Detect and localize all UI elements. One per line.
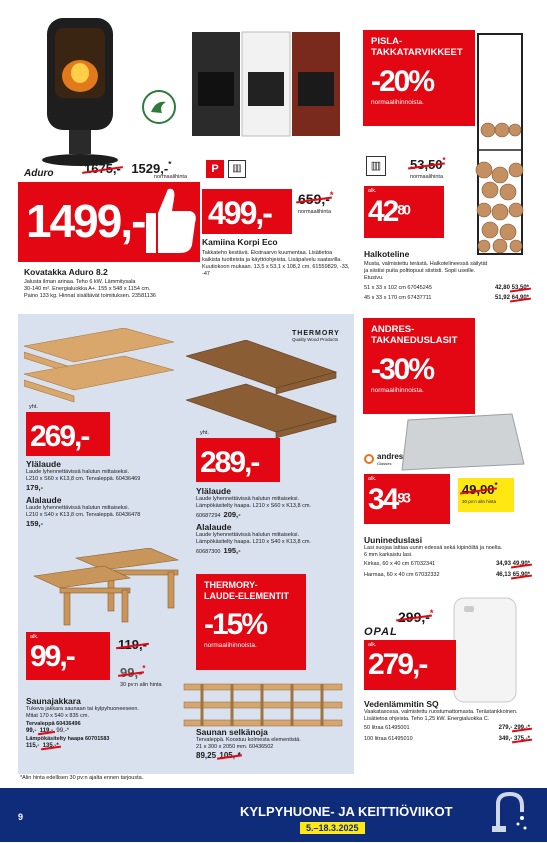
price-box: alk. $34^{93}$ xyxy=(364,474,450,524)
fireplace-icon: ▥ xyxy=(228,160,246,178)
page-number: 9 xyxy=(18,812,24,822)
desc-line: 6 mm karkaistu lasi. xyxy=(364,552,413,559)
product-title: Uunineduslasi xyxy=(364,535,423,545)
price-row: 89,25 105,-* xyxy=(196,751,241,761)
old-price: 99,- xyxy=(120,665,143,681)
price-row: 99,- 119,- 99,-* xyxy=(26,727,70,734)
price-row: Harmaa, 60 x 40 cm 67032332 46,13 65,90* xyxy=(364,571,530,579)
desc-line: kaikista tuotteista ja käyttöohjeista. Lisäpalvelu saatavilla. xyxy=(202,256,342,263)
discount-callout: THERMORY- LAUDE-ELEMENTIT -15% normaalihinnoista. xyxy=(196,574,306,670)
price-row: 100 litraa 61495010 349,- 375,-* xyxy=(364,735,530,743)
price-row: 115,- 135,-* xyxy=(26,742,59,749)
product-title: Ylälaude xyxy=(196,486,231,496)
price-box: alk. 99,- xyxy=(26,632,110,680)
product-title: Saunan selkänoja xyxy=(196,727,268,737)
price-box: alk. $42^{80}$ xyxy=(364,186,444,238)
glass-plate-image xyxy=(400,412,526,472)
desc-line: Tervaleppä. Koostuu kolmesta elementistä. xyxy=(196,737,301,744)
swan-ecolabel-icon xyxy=(142,90,176,124)
desc-line: Paino 133 kg. Hinnat sisältävät toimituksen. 23581136 xyxy=(24,292,156,299)
desc-line: Lisätietoa ohjeista. Teho 1,25 kW. Energialuokka C. xyxy=(364,716,490,723)
product-title: Saunajakkara xyxy=(26,696,81,706)
product-title: Halkoteline xyxy=(364,249,410,259)
desc-line: Laude lyhennettävissä halutun mittaiseksi. xyxy=(196,496,300,503)
desc-line: Jalusta ilman arinaa. Teho 6 kW. Lämmitysala xyxy=(24,279,136,285)
price-row: 50 litraa 61495001 279,- 299,-* xyxy=(364,724,530,732)
campaign-title: KYLPYHUONE- JA KEITTIÖVIIKOT xyxy=(240,804,453,819)
stool-image xyxy=(30,548,180,628)
desc-line: Vaakatasossa, valmistettu ruostumattomasta. Terästankkoinen. xyxy=(364,709,518,716)
fireplace-icon: ▥ xyxy=(366,156,386,176)
andres-logo: andres Glasses xyxy=(364,452,403,466)
desc-line: Lämpökäsitelty haapa. L210 x S40 x K13,8 cm. xyxy=(196,539,311,546)
sku-price-row: 60687294 209,- xyxy=(196,510,241,520)
old-price: 53,50 xyxy=(410,157,443,173)
product-title: Alalaude xyxy=(26,495,62,506)
item-price: 159,- xyxy=(26,519,44,529)
discount-callout: PISLA- TAKKATARVIKKEET -20% normaalihinnoista. xyxy=(363,30,475,126)
desc-line: Mitat 170 x 540 x 835 cm. xyxy=(26,713,89,720)
desc-line: L210 x S40 x K13,8 cm. Tervaleppä. 60436478 xyxy=(26,512,141,519)
aduro-logo: Aduro xyxy=(24,168,54,179)
bench-image xyxy=(24,328,174,408)
price-box: 499,- xyxy=(202,189,292,234)
item-price: 179,- xyxy=(26,483,44,493)
old-price: 119,- xyxy=(118,637,147,652)
faucet-icon xyxy=(488,790,534,838)
desc-line: Laude lyhennettävissä halutun mittaiseksi. xyxy=(26,469,130,476)
product-title: Kovatakka Aduro 8.2 xyxy=(24,267,108,277)
water-heater-image xyxy=(450,596,520,706)
thumbs-up-icon xyxy=(140,183,200,261)
desc-line: Laude lyhennettävissä halutun mittaiseksi. xyxy=(196,532,300,539)
desc-line: L210 x S60 x K13,8 cm. Tervaleppä. 60436469 xyxy=(26,476,141,483)
desc-line: Lasi suojaa lattiaa uunin edessä sekä kipinöiltä ja noelta. xyxy=(364,545,503,552)
stove-variants-image xyxy=(192,28,342,138)
brand-badge-icon: P xyxy=(206,160,224,178)
lowest-price: 1529,- xyxy=(131,161,169,177)
footnote: *Alin hinta edellisen 30 pv:n ajalta ennen tarjousta. xyxy=(20,775,144,781)
old-price: 1675,- xyxy=(84,161,121,177)
desc-line: ja siistisi puita polttopuut siististi. Sopii useille. xyxy=(364,267,476,274)
old-price: 659,- xyxy=(298,191,330,208)
price-row: 45 x 33 x 170 cm 67437711 51,92 64,90* xyxy=(364,295,529,302)
price-note: 30 pv:n alin hinta xyxy=(120,682,162,689)
desc-line: 30-140 m². Energialuokka A+. 155 x 548 x 1154 cm. xyxy=(24,285,151,292)
price-box: 269,- xyxy=(26,412,110,456)
opal-logo: OPAL xyxy=(364,626,398,638)
desc-line: Tukeva jakkara saunaan tai kylpyhuoneeseen. xyxy=(26,706,139,713)
lowest-price-badge: 49,90* 30 pv:n alin hinta xyxy=(458,478,514,512)
sku-price-row: 60687300 195,- xyxy=(196,546,241,556)
product-title: Ylälaude xyxy=(26,459,61,469)
price-note: normaalihinta xyxy=(410,174,444,181)
desc-line: Kuutiokoon mukaan. 13,5 x 53,1 x 108,2 cm. 61559829, -33, -47 xyxy=(202,263,350,277)
desc-line: Laude lyhennettävissä halutun mittaiseksi. xyxy=(26,505,130,512)
price-box: 1499,- xyxy=(18,182,200,262)
desc-line: 21 x 300 x 2050 mm. 60436502 xyxy=(196,744,274,751)
backrest-image xyxy=(182,680,344,730)
price-row: 51 x 33 x 102 cm 67045245 42,80 53,50* xyxy=(364,285,529,292)
campaign-dates: 5.–18.3.2025 xyxy=(300,822,365,834)
desc-line: Etusivu. xyxy=(364,274,384,281)
price-note: normaalihinta xyxy=(154,174,188,180)
price-row: Kirkas, 60 x 40 cm 67032341 34,93 49,90* xyxy=(364,560,530,568)
bench-image xyxy=(186,340,346,450)
old-price: 299,- xyxy=(398,609,430,626)
log-rack-image xyxy=(470,30,530,258)
product-title: Alalaude xyxy=(196,521,232,532)
variant-label: Tervaleppä 60436496 xyxy=(26,721,81,728)
price-box: alk. 279,- xyxy=(364,640,456,690)
desc-line: Lämpökäsitelty haapa. L210 x S60 x K13,8 cm. xyxy=(196,503,311,510)
product-title: Vedenlämmitin SQ xyxy=(364,699,439,709)
product-title: Kamiina Korpi Eco xyxy=(202,237,278,247)
thermory-logo: THERMORY Quality Wood Products xyxy=(292,330,340,342)
price-note: normaalihinta xyxy=(298,209,332,216)
desc-line: Takkateho kestävä. Ekstraarvo kuumentaa. Lisätietoa xyxy=(202,250,333,256)
price-box: 289,- xyxy=(196,438,280,482)
discount-callout: ANDRES- TAKANEDUSLASIT -30% normaalihinnoista. xyxy=(363,318,475,414)
stove-image xyxy=(25,18,135,168)
desc-line: Musta, valmistettu terästä. Halkotelineessä säilytät xyxy=(364,261,488,267)
variant-label: Lämpökäsitelty haapa 60701583 xyxy=(26,735,110,742)
